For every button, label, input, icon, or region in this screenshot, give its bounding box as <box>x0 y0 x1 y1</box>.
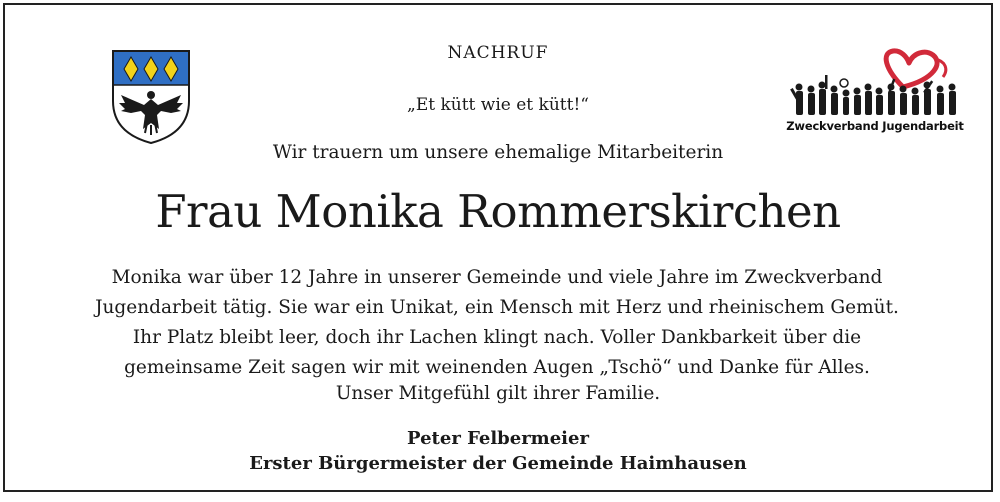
intro-line: Wir trauern um unsere ehemalige Mitarbeiterin <box>272 142 724 163</box>
partner-logo-text: Zweckverband Jugendarbeit <box>786 119 964 133</box>
deceased-name: Frau Monika Rommerskirchen <box>155 185 841 238</box>
signer-name: Peter Felbermeier <box>407 428 589 449</box>
tribute-line: Ihr Platz bleibt leer, doch ihr Lachen klingt nach. Voller Dankbarkeit über die <box>132 327 862 348</box>
motto-quote: „Et kütt wie et kütt!“ <box>407 95 589 115</box>
tribute-line: gemeinsame Zeit sagen wir mit weinenden Augen „Tschö“ und Danke für Alles. <box>124 357 870 378</box>
notice-heading: NACHRUF <box>447 43 549 63</box>
signer-title: Erster Bürgermeister der Gemeinde Haimhausen <box>249 453 747 474</box>
sympathy-line: Unser Mitgefühl gilt ihrer Familie. <box>335 383 661 404</box>
tribute-line: Jugendarbeit tätig. Sie war ein Unikat, ein Mensch mit Herz und rheinischem Gemüt. <box>95 297 899 318</box>
tribute-line: Monika war über 12 Jahre in unserer Gemeinde und viele Jahre im Zweckverband <box>111 267 883 288</box>
tribute-text <box>65 263 929 383</box>
obituary-notice <box>3 3 993 492</box>
